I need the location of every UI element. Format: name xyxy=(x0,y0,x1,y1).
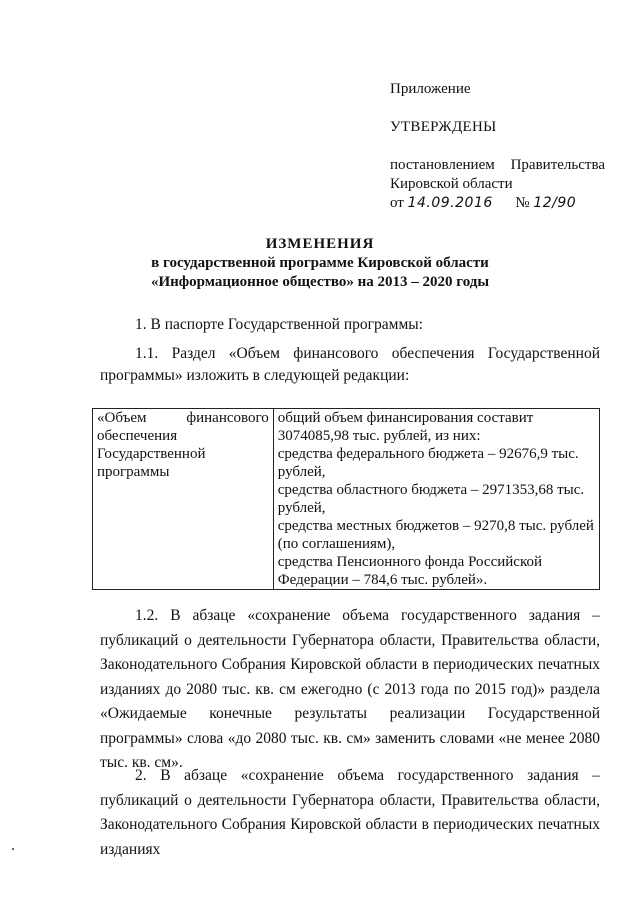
decree-date-number xyxy=(390,194,605,213)
decree-number: 12/90 xyxy=(533,195,577,211)
table-value-line: средства федерального бюджета – 92676,9 тыс. рублей, xyxy=(277,446,579,480)
decree-word: постановлением xyxy=(390,157,495,173)
approved-label: УТВЕРЖДЕНЫ xyxy=(390,119,497,135)
paragraph-section-2: 2. В абзаце «сохранение объема государственного задания – публикаций о деятельности Губернатора области, Правительства области, Законодательного Собрания Кировской области в периодических печатных изданиях xyxy=(100,767,600,858)
region-name: Кировской области xyxy=(390,176,513,192)
scan-speck xyxy=(12,848,14,850)
paragraph-section-1-2: 1.2. В абзаце «сохранение объема государственного задания – публикаций о деятельности Губернатора области, Правительства области, Законодательного Собрания Кировской области в периодических печатных изданиях до 2080 тыс. кв. см ежегодно (с 2013 года по 2015 год)» раздела «Ожидаемые конечные результаты реализации Государственной программы» слова «до 2080 тыс. кв. см» заменить словами «не менее 2080 тыс. кв. см». xyxy=(100,607,600,771)
decree-reference xyxy=(390,156,605,213)
appendix-label: Приложение xyxy=(390,81,471,97)
number-label: № xyxy=(515,195,530,211)
table-value-line: средства местных бюджетов – 9270,8 тыс. рублей (по соглашениям), xyxy=(277,518,594,552)
heading-title: ИЗМЕНЕНИЯ xyxy=(265,236,375,252)
table-value-line: средства Пенсионного фонда Российской Федерации – 784,6 тыс. рублей». xyxy=(277,554,543,588)
table-value-line: средства областного бюджета – 2971353,68 тыс. рублей, xyxy=(277,482,585,516)
from-label: от xyxy=(390,195,404,211)
heading-subtitle-line1: в государственной программе Кировской области xyxy=(151,255,489,271)
paragraph-section-1: 1. В паспорте Государственной программы: xyxy=(135,316,423,333)
approval-block xyxy=(390,80,605,213)
paragraph-section-1-1: 1.1. Раздел «Объем финансового обеспечения Государственной программы» изложить в следующей редакции: xyxy=(100,345,600,384)
table-row xyxy=(93,409,600,590)
table-value-line: общий объем финансирования составит xyxy=(277,410,534,426)
table-value-line: 3074085,98 тыс. рублей, из них: xyxy=(277,428,481,444)
document-heading xyxy=(0,235,640,292)
financing-table xyxy=(92,408,600,590)
heading-subtitle-line2: «Информационное общество» на 2013 – 2020 годы xyxy=(150,274,490,290)
government-word: Правительства xyxy=(510,157,605,173)
table-cell-label: «Объем финансового обеспечения Государственной программы xyxy=(93,409,274,590)
decree-date: 14.09.2016 xyxy=(407,195,493,211)
table-cell-value xyxy=(273,409,599,590)
